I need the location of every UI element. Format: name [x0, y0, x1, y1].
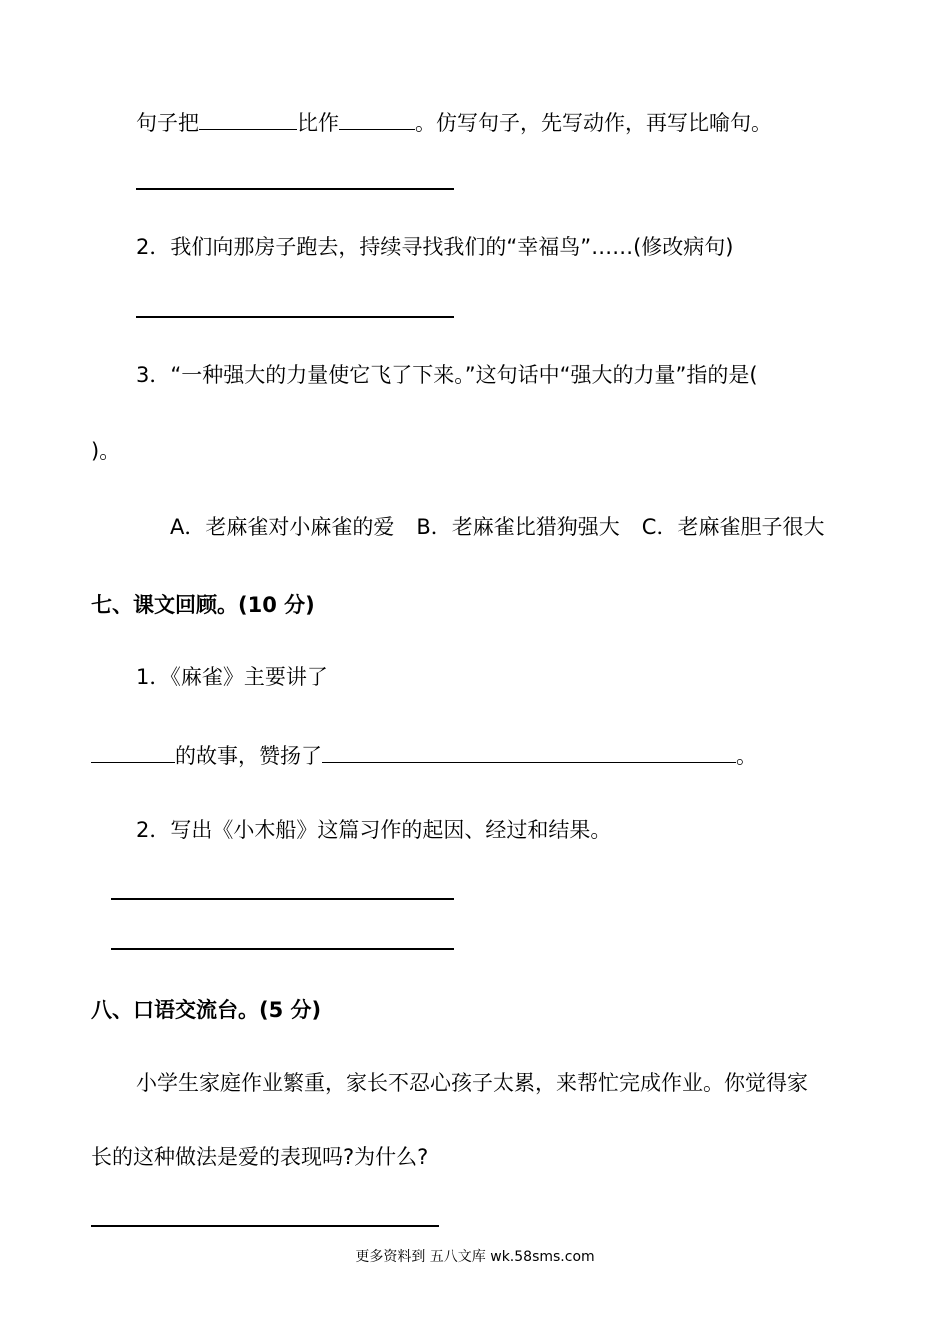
q3-line2: )。	[91, 439, 121, 463]
q2-answer-line[interactable]	[136, 316, 454, 318]
section8-line1: 小学生家庭作业繁重，家长不忍心孩子太累，来帮忙完成作业。你觉得家	[136, 1071, 808, 1095]
q1-answer-line[interactable]	[136, 188, 454, 190]
footer-text: 更多资料到 五八文库 wk.58sms.com	[355, 1249, 595, 1265]
section7-q1-mid: 的故事，赞扬了	[175, 744, 322, 768]
section7-q1-blank-1[interactable]	[91, 740, 175, 763]
q3-option-a[interactable]: A．老麻雀对小麻雀的爱	[170, 515, 395, 539]
section7-q2-answer-line-1[interactable]	[111, 898, 454, 900]
q1-tail-line	[136, 107, 772, 138]
section8-answer-line[interactable]	[91, 1225, 439, 1227]
q1-tail-part2: 比作	[297, 111, 339, 135]
q3-options	[170, 512, 824, 542]
q3-line1: 3．“一种强大的力量使它飞了下来。”这句话中“强大的力量”指的是(	[136, 363, 758, 387]
q3-option-c[interactable]: C．老麻雀胆子很大	[641, 515, 825, 539]
section7-q1-blank-2[interactable]	[322, 740, 736, 763]
q1-blank-1[interactable]	[199, 107, 297, 130]
q2-text: 2．我们向那房子跑去，持续寻找我们的“幸福鸟”……(修改病句)	[136, 235, 734, 259]
section7-q2-text: 2．写出《小木船》这篇习作的起因、经过和结果。	[136, 818, 612, 842]
section8-heading: 八、口语交流台。(5 分)	[91, 998, 322, 1022]
section7-q1-line2	[91, 740, 757, 771]
section7-heading: 七、课文回顾。(10 分)	[91, 593, 315, 617]
q1-tail-part1: 句子把	[136, 111, 199, 135]
q3-option-b[interactable]: B．老麻雀比猎狗强大	[416, 515, 620, 539]
q1-blank-2[interactable]	[339, 107, 415, 130]
section8-line2: 长的这种做法是爱的表现吗?为什么?	[91, 1145, 429, 1169]
q1-tail-part3: 。仿写句子，先写动作，再写比喻句。	[415, 111, 772, 135]
section7-q1-end: 。	[736, 744, 757, 768]
section7-q2-answer-line-2[interactable]	[111, 948, 454, 950]
section7-q1-line1: 1．《麻雀》主要讲了	[136, 665, 328, 689]
